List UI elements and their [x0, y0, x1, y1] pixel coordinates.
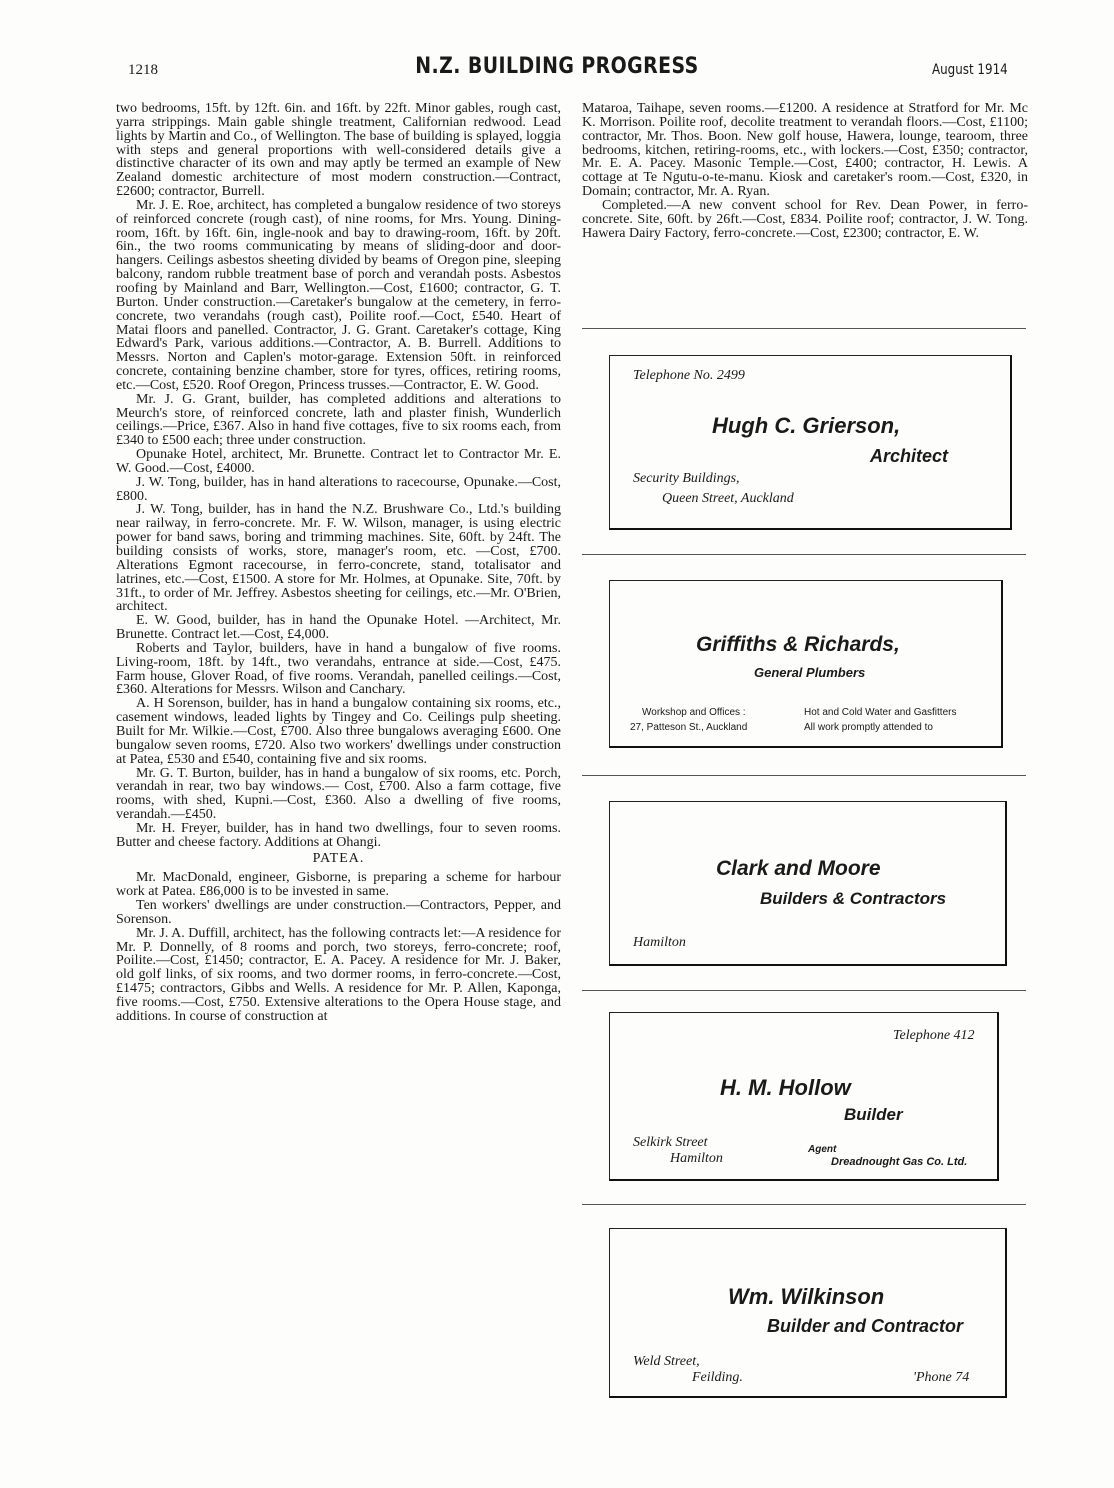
advertiser-name: Griffiths & Richards,	[696, 633, 900, 656]
divider	[582, 328, 1026, 329]
paragraph: Roberts and Taylor, builders, have in hand a bungalow of five rooms. Living-room, 18ft. by 14ft., two verandahs, entrance at side.—Cost, £475. Farm house, Glover Road, of five rooms. Verandah, panelled ceilings.—Cost, £360. Alterations for Messrs. Wilson and Canchary.	[116, 640, 561, 698]
address-line: Queen Street, Auckland	[662, 491, 794, 506]
paragraph: Mr. J. E. Roe, architect, has completed a bungalow residence of two storeys of reinforced concrete (rough cast), of nine rooms, for Mrs. Young. Dining-room, 16ft. by 16ft. 6in, ingle-nook and bay to drawing-room, 16ft. by 20ft. 6in., the two rooms communicating by means of sliding-door and door-hangers. Ceilings asbestos sheeting divided by beams of Oregon pine, sleeping balcony, random rubble treatment base of porch and verandah posts. Asbestos roofing by Mainland and Barr, Wellington.—Cost, £1600; contractor, G. T. Burton. Under construction.—Caretaker's bungalow at the cemetery, in ferro-concrete, two verandahs (rough cast), Poilite roof.—Coct, £540. Heart of Matai floors and panelled. Contractor, J. G. Grant. Caretaker's cottage, King Edward's Park, various additions.—Contractor, A. B. Burrell. Additions to Messrs. Norton and Caplen's motor-garage. Extension 50ft. in reinforced concrete, containing benzine chamber, store for tyres, offices, retiring rooms, etc.—Cost, £520. Roof Oregon, Princess trusses.—Contractor, E. W. Good.	[116, 197, 561, 393]
telephone-number: Telephone 412	[893, 1028, 975, 1043]
ad-hm-hollow	[609, 1012, 999, 1181]
divider	[582, 990, 1026, 991]
advertiser-profession: Builder	[844, 1105, 903, 1124]
left-column-article	[116, 102, 561, 1024]
divider	[582, 1204, 1026, 1205]
advertiser-name: Clark and Moore	[716, 857, 881, 880]
advertiser-name: Wm. Wilkinson	[728, 1284, 885, 1309]
advertiser-profession: Architect	[870, 446, 949, 466]
issue-date: August 1914	[932, 62, 1008, 78]
divider	[582, 554, 1026, 555]
paragraph: Mr. H. Freyer, builder, has in hand two dwellings, four to seven rooms. Butter and cheese factory. Additions at Ohangi.	[116, 820, 561, 850]
page-number: 1218	[128, 62, 158, 78]
paragraph: A. H Sorenson, builder, has in hand a bungalow containing six rooms, etc., casement windows, leaded lights by Tingey and Co. Ceilings pulp sheeting. Built for Mr. Wilkie.—Cost, £700. Also three bungalows averaging £600. One bungalow seven rooms, £720. Also two workers' dwellings under construction at Patea, £530 and £540, containing five and six rooms.	[116, 696, 561, 767]
telephone-number: 'Phone 74	[913, 1370, 970, 1385]
right-column-article	[582, 102, 1028, 240]
paragraph: Mr. J. G. Grant, builder, has completed additions and alterations to Meurch's store, of reinforced concrete, lath and plaster finish, Wunderlich ceilings.—Price, £367. Also in hand five cottages, five to six rooms each, from £340 to £500 each; three under construction.	[116, 391, 561, 449]
paragraph: Ten workers' dwellings are under construction.—Contractors, Pepper, and Sorenson.	[116, 898, 561, 927]
ad-hugh-grierson	[609, 355, 1012, 530]
service-line: All work promptly attended to	[804, 722, 933, 733]
paragraph: Mr. J. A. Duffill, architect, has the following contracts let:—A residence for Mr. P. Donnelly, of 8 rooms and porch, two storeys, ferro-concrete; roof, Poilite.—Cost, £1450; contractor, E. A. Pacey. A residence for Mr. J. Baker, old golf links, of six rooms, and two dormer rooms, in ferro-concrete.—Cost, £1475; contractors, Gibbs and Wells. A residence for Mr. P. Allen, Kaponga, five rooms.—Cost, £750. Extensive alterations to the Opera House stage, and additions. In course of construction at	[116, 925, 561, 1024]
address-line: Selkirk Street	[633, 1135, 708, 1150]
ad-wm-wilkinson	[609, 1228, 1007, 1398]
publication-title: N.Z. BUILDING PROGRESS	[415, 54, 699, 79]
location: Hamilton	[633, 935, 686, 950]
advertiser-profession: General Plumbers	[754, 665, 866, 680]
advertiser-name: H. M. Hollow	[720, 1075, 851, 1100]
service-line: Hot and Cold Water and Gasfitters	[804, 707, 957, 718]
advertiser-profession: Builder and Contractor	[767, 1316, 964, 1336]
address-line: Workshop and Offices :	[642, 707, 746, 718]
ad-griffiths-richards	[609, 580, 1003, 748]
telephone-number: Telephone No. 2499	[633, 368, 745, 383]
ad-clark-moore	[609, 801, 1007, 966]
paragraph: Mr. MacDonald, engineer, Gisborne, is preparing a scheme for harbour work at Patea. £86,000 is to be invested in same.	[116, 870, 561, 900]
address-line: 27, Patteson St., Auckland	[630, 722, 748, 733]
paragraph: E. W. Good, builder, has in hand the Opunake Hotel. —Architect, Mr. Brunette. Contract let.—Cost, £4,000.	[116, 613, 561, 643]
paragraph: Mataroa, Taihape, seven rooms.—£1200. A residence at Stratford for Mr. Mc K. Morrison. Poilite roof, decolite treatment to verandah floors.—Cost, £1100; contractor, Mr. Thos. Boon. New golf house, Hawera, lounge, tearoom, three bedrooms, kitchen, retiring-rooms, etc., with lockers.—Cost, £350; contractor, Mr. E. A. Pacey. Masonic Temple.—Cost, £400; contractor, H. Lewis. A cottage at Te Ngutu-o-te-manu. Kiosk and caretaker's room.—Cost, £320, in Domain; contractor, Mr. A. Ryan.	[582, 101, 1028, 200]
paragraph: J. W. Tong, builder, has in hand alterations to racecourse, Opunake.—Cost, £800.	[116, 474, 561, 504]
paragraph: J. W. Tong, builder, has in hand the N.Z. Brushware Co., Ltd.'s building near railway, in ferro-concrete. Mr. F. W. Wilson, manager, is using electric power for band saws, boring and trimming machines. Site, 60ft. by 24ft. The building consists of works, store, manager's room, etc. —Cost, £700. Alterations Egmont racecourse, in ferro-concrete, stand, totalisator and latrines, etc.—Cost, £1500. A store for Mr. Holmes, at Opunake. Site, 70ft. by 31ft., to order of Mr. Jeffrey. Asbestos sheeting for ceilings, etc.—Mr. O'Brien, architect.	[116, 502, 561, 615]
address-line: Feilding.	[692, 1370, 743, 1385]
advertiser-profession: Builders & Contractors	[760, 889, 947, 908]
address-line: Hamilton	[670, 1151, 723, 1166]
page-header	[0, 0, 1114, 80]
section-heading: PATEA.	[312, 850, 365, 866]
paragraph: Completed.—A new convent school for Rev. Dean Power, in ferro-concrete. Site, 60ft. by 26ft.—Cost, £834. Poilite roof; contractor, J. W. Tong. Hawera Dairy Factory, ferro-concrete.—Cost, £2300; contractor, E. W.	[582, 197, 1028, 241]
address-line: Security Buildings,	[633, 471, 740, 486]
paragraph: Mr. G. T. Burton, builder, has in hand a bungalow of six rooms, etc. Porch, verandah in rear, two bay windows.— Cost, £700. Also a farm cottage, five rooms, with shed, Kupni.—Cost, £360. Also a dwelling of five rooms, verandah.—£450.	[116, 765, 561, 823]
paragraph: two bedrooms, 15ft. by 12ft. 6in. and 16ft. by 22ft. Minor gables, rough cast, yarra strippings. Main gable shingle treatment, Californian redwood. Lead lights by Martin and Co., of Wellington. The base of building is splayed, loggia with steps and general proportions with well-considered details give a distinctive character of its own and may aptly be termed an example of New Zealand domestic architecture of most modern construction.—Contract, £2600; contractor, Burrell.	[116, 101, 561, 200]
address-line: Weld Street,	[633, 1354, 700, 1369]
agent-label: Agent	[808, 1144, 837, 1155]
advertiser-name: Hugh C. Grierson,	[712, 413, 901, 438]
paragraph: Opunake Hotel, architect, Mr. Brunette. Contract let to Contractor Mr. E. W. Good.—Cost, £4000.	[116, 447, 561, 476]
agent-company: Dreadnought Gas Co. Ltd.	[831, 1156, 968, 1168]
divider	[582, 775, 1026, 776]
